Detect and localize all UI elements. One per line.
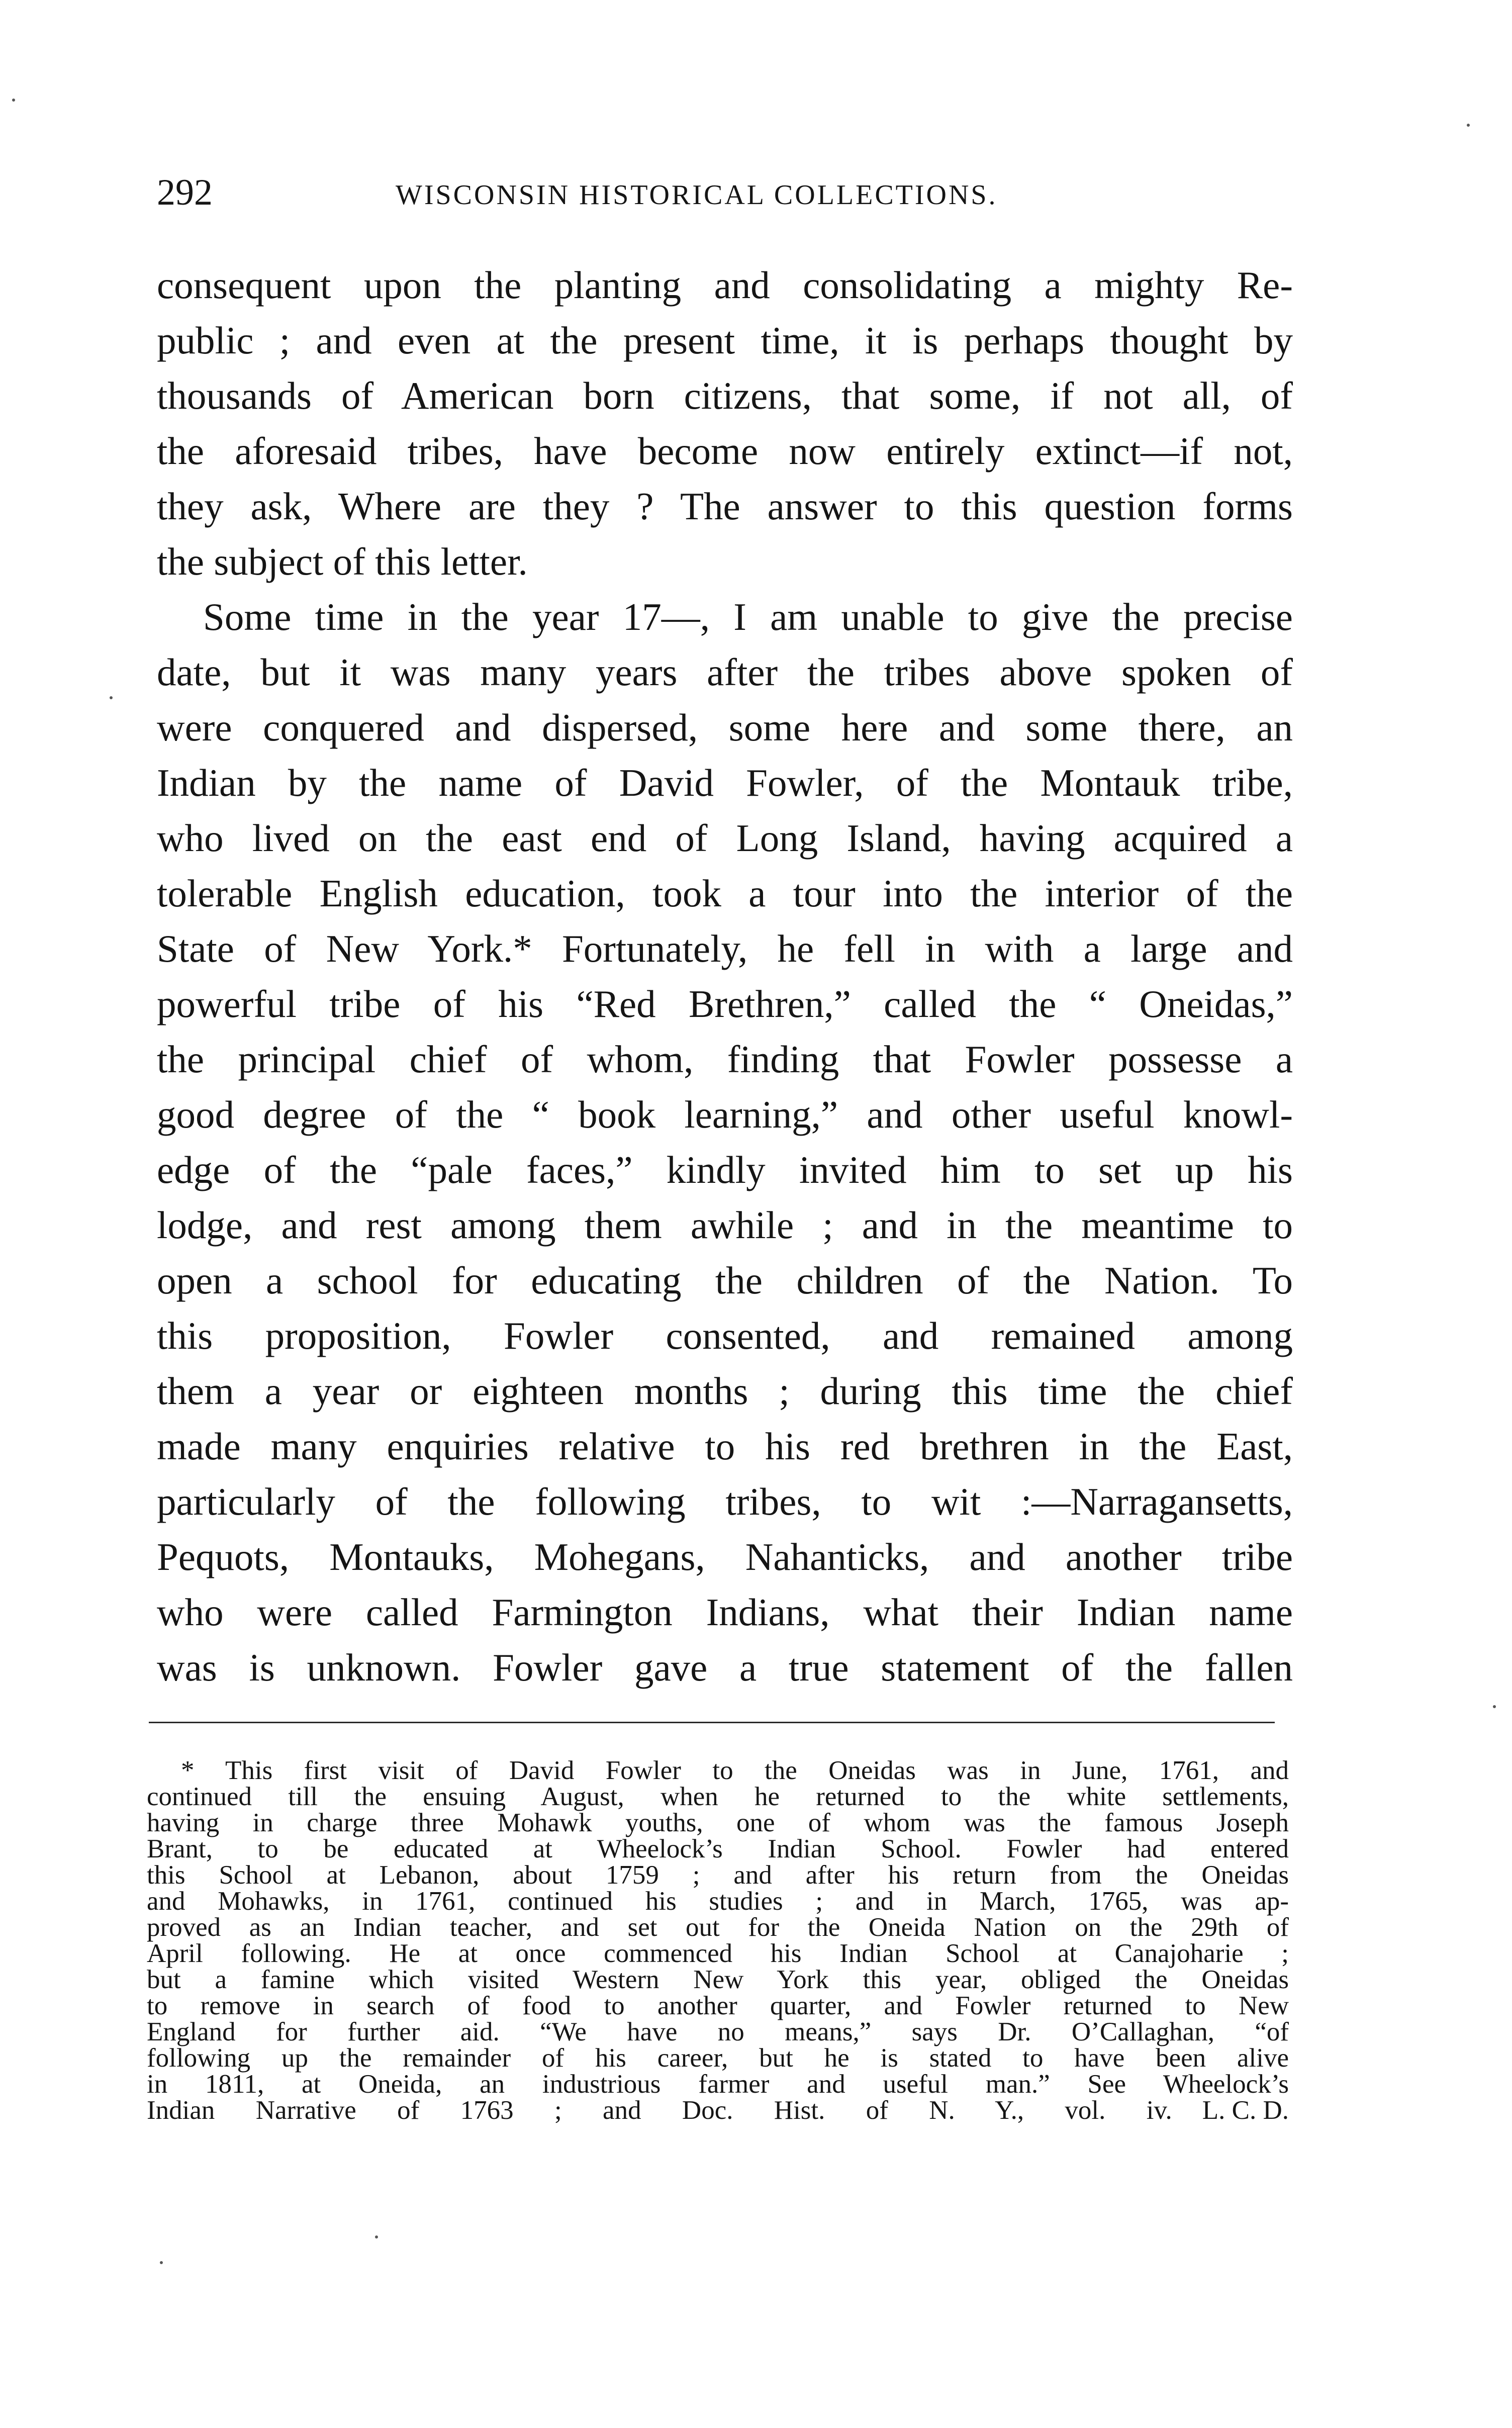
scan-speck (1467, 124, 1470, 127)
scan-speck (12, 99, 15, 102)
footnote-line: * This first visit of David Fowler to the Oneidas was in June, 1761, and (181, 1756, 1289, 1785)
footnote-last-line (147, 2097, 1289, 2123)
body-line: State of New York.* Fortunately, he fell in with a large and (157, 927, 1293, 970)
running-head: WISCONSIN HISTORICAL COLLECTIONS. (396, 179, 998, 211)
footnote-line: and Mohawks, in 1761, continued his studies ; and in March, 1765, was ap- (147, 1887, 1289, 1916)
footnote-signature: L. C. D. (1202, 2096, 1289, 2125)
body-line: thousands of American born citizens, that some, if not all, of (157, 374, 1293, 417)
footnote-line: in 1811, at Oneida, an industrious farmer and useful man.” See Wheelock’s (147, 2070, 1289, 2099)
scan-speck (110, 696, 113, 699)
body-line: powerful tribe of his “Red Brethren,” called the “ Oneidas,” (157, 982, 1293, 1025)
body-line: tolerable English education, took a tour into the interior of the (157, 872, 1293, 915)
body-line: good degree of the “ book learning,” and other useful knowl- (157, 1093, 1293, 1136)
footnote-line: continued till the ensuing August, when he returned to the white settlements, (147, 1782, 1289, 1811)
body-line: the aforesaid tribes, have become now entirely extinct—if not, (157, 429, 1293, 473)
body-line: they ask, Where are they ? The answer to this question forms (157, 485, 1293, 528)
body-line: open a school for educating the children of the Nation. To (157, 1259, 1293, 1302)
footnote-line: England for further aid. “We have no means,” says Dr. O’Callaghan, “of (147, 2017, 1289, 2046)
body-line: Indian by the name of David Fowler, of the Montauk tribe, (157, 761, 1293, 804)
scan-speck (1493, 1705, 1496, 1708)
body-line: date, but it was many years after the tribes above spoken of (157, 650, 1293, 694)
body-line: was is unknown. Fowler gave a true statement of the fallen (157, 1646, 1293, 1689)
footnote-rule (149, 1722, 1275, 1723)
body-line: who lived on the east end of Long Island, having acquired a (157, 816, 1293, 860)
body-text (157, 257, 1293, 1695)
footnote-line: but a famine which visited Western New York this year, obliged the Oneidas (147, 1965, 1289, 1994)
body-line: made many enquiries relative to his red brethren in the East, (157, 1425, 1293, 1468)
page-number: 292 (157, 172, 213, 213)
footnote (147, 1757, 1289, 2123)
body-line: were conquered and dispersed, some here and some there, an (157, 706, 1293, 749)
body-line: edge of the “pale faces,” kindly invited him to set up his (157, 1148, 1293, 1191)
body-line: who were called Farmington Indians, what their Indian name (157, 1591, 1293, 1634)
body-line: the principal chief of whom, finding that Fowler possesse a (157, 1038, 1293, 1081)
footnote-line: April following. He at once commenced his Indian School at Canajoharie ; (147, 1939, 1289, 1968)
footnote-line: having in charge three Mohawk youths, one of whom was the famous Joseph (147, 1808, 1289, 1837)
body-line: consequent upon the planting and consolidating a mighty Re- (157, 263, 1293, 307)
scan-speck (375, 2235, 378, 2238)
body-line: public ; and even at the present time, it is perhaps thought by (157, 319, 1293, 362)
body-line: the subject of this letter. (157, 540, 528, 583)
footnote-line: proved as an Indian teacher, and set out for the Oneida Nation on the 29th of (147, 1913, 1289, 1942)
footnote-line: to remove in search of food to another quarter, and Fowler returned to New (147, 1991, 1289, 2020)
page-header (157, 170, 1288, 220)
body-line: Some time in the year 17—, I am unable to give the precise (203, 595, 1293, 638)
footnote-citation: Indian Narrative of 1763 ; and Doc. Hist. of N. Y., vol. iv. (147, 2096, 1172, 2125)
body-line: them a year or eighteen months ; during this time the chief (157, 1369, 1293, 1413)
footnote-line: following up the remainder of his career, but he is stated to have been alive (147, 2043, 1289, 2073)
body-line: particularly of the following tribes, to wit :—Narragansetts, (157, 1480, 1293, 1523)
body-line: lodge, and rest among them awhile ; and in the meantime to (157, 1203, 1293, 1247)
body-line: this proposition, Fowler consented, and remained among (157, 1314, 1293, 1357)
body-line: Pequots, Montauks, Mohegans, Nahanticks, and another tribe (157, 1535, 1293, 1578)
footnote-line: Brant, to be educated at Wheelock’s Indian School. Fowler had entered (147, 1834, 1289, 1863)
scan-speck (160, 2261, 163, 2264)
footnote-line: this School at Lebanon, about 1759 ; and after his return from the Oneidas (147, 1860, 1289, 1890)
